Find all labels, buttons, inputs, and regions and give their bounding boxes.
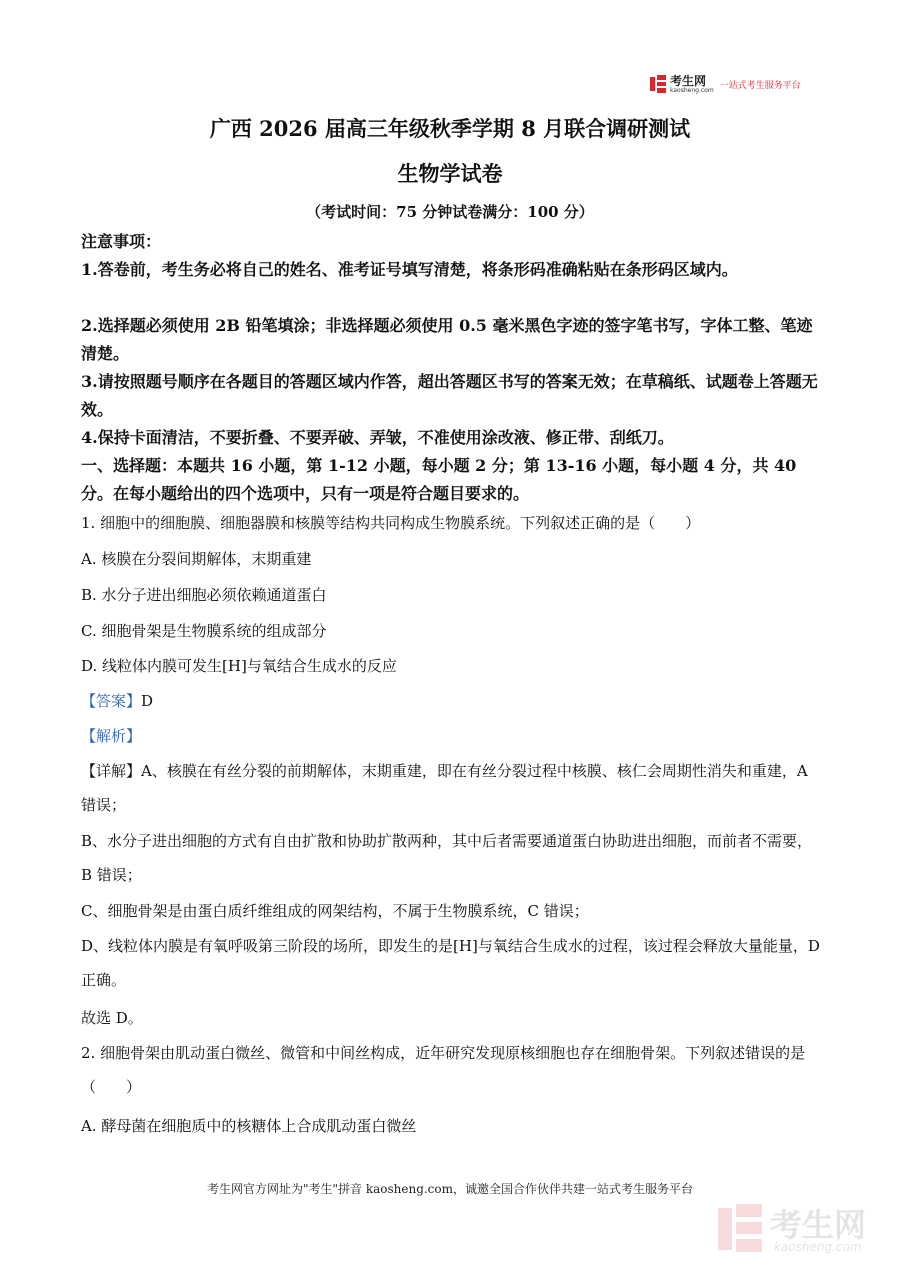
question-2-option-a: A. 酵母菌在细胞质中的核糖体上合成肌动蛋白微丝 xyxy=(81,1117,417,1135)
watermark-domain: kaosheng.com xyxy=(774,1240,862,1254)
answer-row xyxy=(81,690,821,712)
notice-item-4: 4.保持卡面清洁，不要折叠、不要弄破、弄皱，不准使用涂改液、修正带、刮纸刀。 xyxy=(81,428,674,447)
notice-item-1: 1.答卷前，考生务必将自己的姓名、准考证号填写清楚，将条形码准确粘贴在条形码区域内。 xyxy=(81,260,738,279)
question-1-stem: 1. 细胞中的细胞膜、细胞器膜和核膜等结构共同构成生物膜系统。下列叙述正确的是（ ） xyxy=(81,514,701,532)
watermark-logo-icon xyxy=(718,1204,762,1254)
question-1-option-b: B. 水分子进出细胞必须依赖通道蛋白 xyxy=(81,586,327,604)
notice-item-3: 3.请按照题号顺序在各题目的答题区域内作答，超出答题区书写的答案无效；在草稿纸、试题卷上答题无效。 xyxy=(81,372,818,419)
question-1-option-d: D. 线粒体内膜可发生[H]与氧结合生成水的反应 xyxy=(81,657,397,675)
detail-a-text: A、核膜在有丝分裂的前期解体，末期重建，即在有丝分裂过程中核膜、核仁会周期性消失和重建，A 错误； xyxy=(81,762,808,814)
notice-item-2: 2.选择题必须使用 2B 铅笔填涂；非选择题必须使用 0.5 毫米黑色字迹的签字笔书写，字体工整、笔迹清楚。 xyxy=(81,316,813,363)
subject-title: 生物学试卷 xyxy=(397,161,503,186)
detail-b: B、水分子进出细胞的方式有自由扩散和协助扩散两种，其中后者需要通道蛋白协助进出细胞，而前者不需要，B 错误； xyxy=(81,832,813,884)
exam-info: （考试时间：75 分钟试卷满分：100 分） xyxy=(306,203,594,221)
question-1-option-c: C. 细胞骨架是生物膜系统的组成部分 xyxy=(81,622,327,640)
answer-label: 【答案】 xyxy=(81,692,142,710)
footer-text: 考生网官方网址为"考生"拼音 kaosheng.com，诚邀全国合作伙伴共建一站式考生服务平台 xyxy=(206,1182,694,1196)
exam-title: 广西 2026 届高三年级秋季学期 8 月联合调研测试 xyxy=(209,116,691,141)
logo-domain: kaosheng.com xyxy=(670,86,714,94)
detail-c: C、细胞骨架是由蛋白质纤维组成的网架结构，不属于生物膜系统，C 错误； xyxy=(81,902,589,920)
conclusion: 故选 D。 xyxy=(81,1009,143,1027)
logo-slogan: 一站式考生服务平台 xyxy=(719,80,801,91)
detail-d: D、线粒体内膜是有氧呼吸第三阶段的场所，即发生的是[H]与氧结合生成水的过程，该过程会释放大量能量，D 正确。 xyxy=(81,937,820,989)
watermark xyxy=(718,1200,888,1260)
analysis-label: 【解析】 xyxy=(81,727,142,745)
kaosheng-logo-icon xyxy=(650,75,666,93)
detail-label: 【详解】 xyxy=(81,762,142,780)
section-heading: 一、选择题：本题共 16 小题，第 1-12 小题，每小题 2 分；第 13-16 小题，每小题 4 分，共 40 分。在每小题给出的四个选项中，只有一项是符合题目要求的。 xyxy=(81,456,797,503)
answer-value: D xyxy=(141,692,154,710)
detail-a xyxy=(81,754,821,822)
header-logo[interactable] xyxy=(650,72,801,96)
question-2-stem: 2. 细胞骨架由肌动蛋白微丝、微管和中间丝构成，近年研究发现原核细胞也存在细胞骨架。下列叙述错误的是（ ） xyxy=(81,1044,806,1096)
watermark-name: 考生网 xyxy=(770,1206,867,1244)
notice-heading: 注意事项： xyxy=(81,232,162,251)
question-1-option-a: A. 核膜在分裂间期解体，末期重建 xyxy=(81,550,312,568)
logo-name: 考生网 xyxy=(670,73,707,88)
